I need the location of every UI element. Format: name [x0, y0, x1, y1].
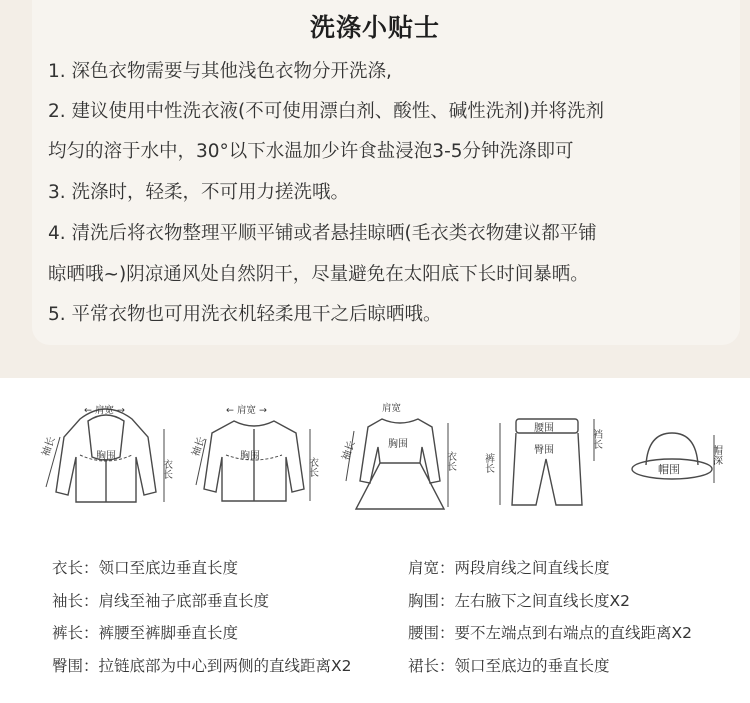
jacket-length-label: 衣长 — [160, 459, 172, 479]
pants-icon — [482, 401, 606, 513]
dress-icon — [340, 397, 460, 515]
hat-icon — [628, 425, 728, 495]
def-desc: 拉链底部为中心到两侧的直线距离X2 — [98, 657, 352, 675]
hat-circumference-label: 帽围 — [658, 463, 680, 476]
def-term: 裙长： — [408, 657, 455, 675]
tips-card — [32, 0, 740, 345]
def-desc: 裤腰至裤脚垂直长度 — [98, 624, 239, 642]
size-diagrams — [0, 395, 750, 515]
def-term: 袖长： — [52, 592, 99, 610]
tip-line-4-cont: 晾晒哦~)阴凉通风处自然阴干，尽量避免在太阳底下长时间暴晒。 — [48, 264, 589, 285]
def-desc: 领口至底边的垂直长度 — [454, 657, 610, 675]
hat-depth-label: 帽深 — [710, 445, 722, 465]
def-term: 裤长： — [52, 624, 99, 642]
def-term: 臀围： — [52, 657, 99, 675]
def-term: 肩宽： — [408, 559, 455, 577]
def-term: 胸围： — [408, 592, 455, 610]
def-desc: 肩线至袖子底部垂直长度 — [98, 592, 270, 610]
def-right-2 — [408, 589, 630, 611]
def-right-3 — [408, 621, 692, 643]
dress-chest-label: 胸围 — [388, 439, 408, 450]
def-right-1 — [408, 556, 610, 578]
def-term: 衣长： — [52, 559, 99, 577]
def-left-2 — [52, 589, 269, 611]
pants-length-label: 裤长 — [482, 453, 494, 473]
dress-length-label: 衣长 — [444, 451, 456, 471]
def-left-1 — [52, 556, 238, 578]
dress-sleeve-label: 袖长 — [340, 439, 358, 463]
jacket-chest-label: 胸围 — [96, 451, 116, 462]
hooded-jacket-icon — [36, 397, 176, 512]
pants-hip-label: 臀围 — [534, 445, 554, 456]
tips-title: 洗涤小贴士 — [309, 13, 440, 42]
def-desc: 要不左端点到右端点的直线距离X2 — [454, 624, 692, 642]
pants-waist-label: 腰围 — [534, 423, 554, 434]
jacket-shoulder-label: ← 肩宽 → — [84, 405, 125, 416]
def-desc: 左右腋下之间直线长度X2 — [454, 592, 630, 610]
tip-line-4: 4. 清洗后将衣物整理平顺平铺或者悬挂晾晒(毛衣类衣物建议都平铺 — [48, 223, 597, 244]
tip-line-1: 1. 深色衣物需要与其他浅色衣物分开洗涤, — [48, 61, 392, 82]
def-left-3 — [52, 621, 238, 643]
cardigan-shoulder-label: ← 肩宽 → — [226, 405, 267, 416]
def-desc: 两段肩线之间直线长度 — [454, 559, 610, 577]
tip-line-2: 2. 建议使用中性洗衣液(不可使用漂白剂、酸性、碱性洗剂)并将洗剂 — [48, 101, 604, 122]
pants-crotch-label: 裆长 — [590, 429, 602, 449]
def-right-4 — [408, 654, 610, 676]
cardigan-chest-label: 胸围 — [240, 451, 260, 462]
dress-shoulder-label: 肩宽 — [382, 403, 402, 414]
tip-line-5: 5. 平常衣物也可用洗衣机轻柔甩干之后晾晒哦。 — [48, 304, 442, 325]
def-term: 腰围： — [408, 624, 455, 642]
tip-line-3: 3. 洗涤时，轻柔，不可用力搓洗哦。 — [48, 182, 350, 203]
cardigan-sleeve-label: 袖长 — [190, 435, 208, 459]
def-left-4 — [52, 654, 352, 676]
def-desc: 领口至底边垂直长度 — [98, 559, 239, 577]
jacket-sleeve-label: 袖长 — [40, 435, 58, 459]
cardigan-length-label: 衣长 — [306, 457, 318, 477]
tip-line-2-cont: 均匀的溶于水中，30°以下水温加少许食盐浸泡3-5分钟洗涤即可 — [48, 141, 574, 162]
cardigan-icon — [192, 397, 322, 512]
